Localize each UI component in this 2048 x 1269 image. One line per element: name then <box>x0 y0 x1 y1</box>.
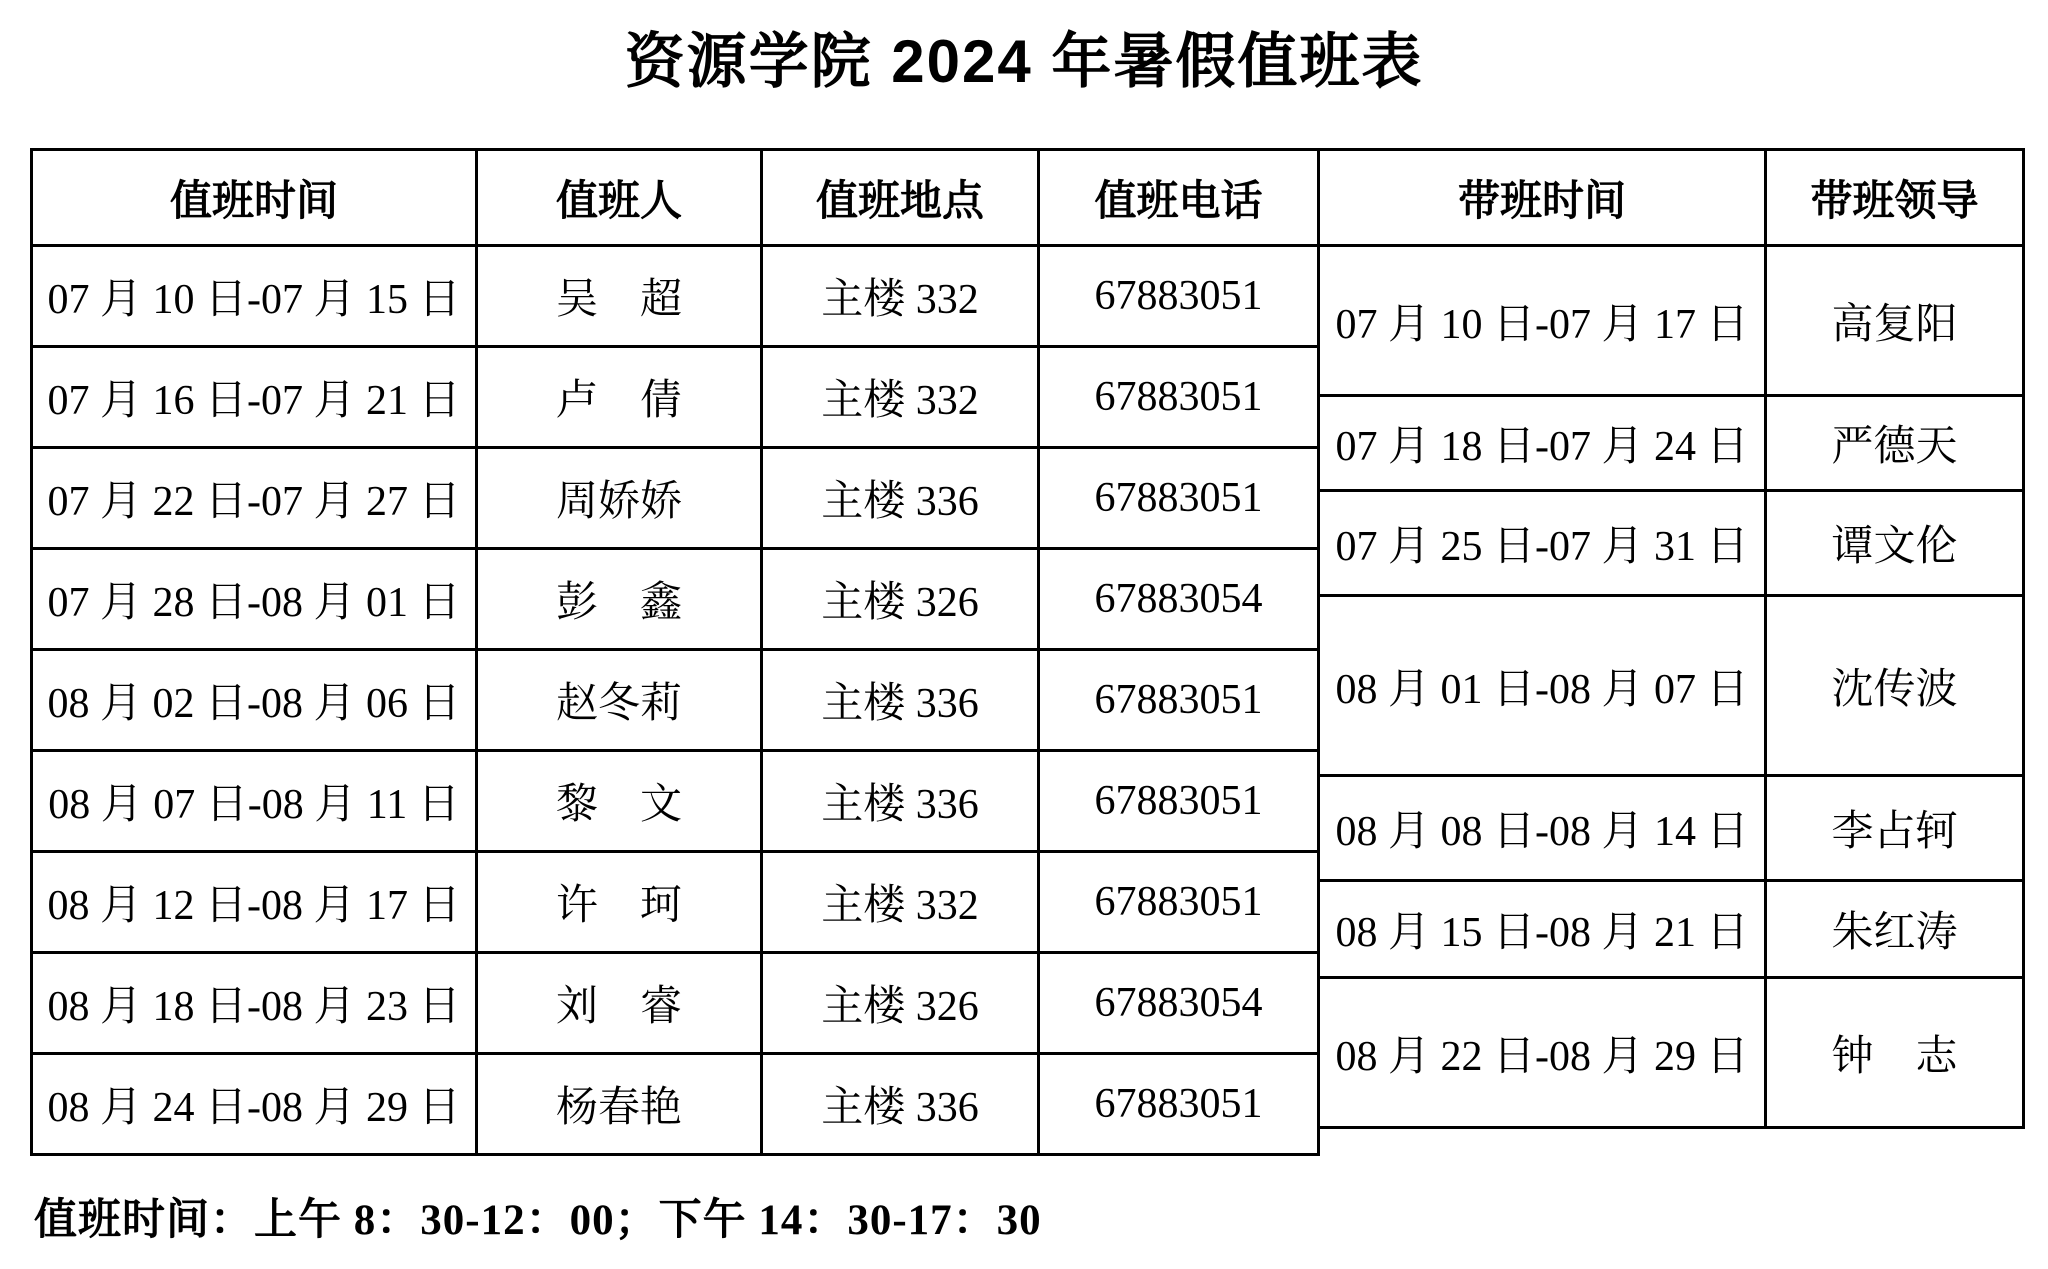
duty-time-cell: 08 月 24 日-08 月 29 日 <box>32 1054 477 1155</box>
lead-row <box>1319 776 2024 881</box>
lead-time-cell: 08 月 01 日-08 月 07 日 <box>1319 596 1766 776</box>
duty-person-cell: 黎 文 <box>477 751 762 852</box>
header-duty-location: 值班地点 <box>762 150 1039 246</box>
duty-phone-cell: 67883051 <box>1039 347 1319 448</box>
duty-time-cell: 07 月 22 日-07 月 27 日 <box>32 448 477 549</box>
lead-header-row <box>1319 150 2024 246</box>
duty-phone-cell: 67883051 <box>1039 650 1319 751</box>
duty-location-cell: 主楼 336 <box>762 650 1039 751</box>
duty-person-cell: 卢 倩 <box>477 347 762 448</box>
duty-phone-cell: 67883054 <box>1039 549 1319 650</box>
lead-leader-cell: 钟 志 <box>1766 978 2024 1128</box>
duty-time-cell: 07 月 10 日-07 月 15 日 <box>32 246 477 347</box>
duty-time-cell: 08 月 18 日-08 月 23 日 <box>32 953 477 1054</box>
duty-hours-note: 值班时间：上午 8：30-12：00；下午 14：30-17：30 <box>34 1197 1042 1244</box>
duty-schedule-tables <box>30 148 2025 1156</box>
lead-time-cell: 08 月 22 日-08 月 29 日 <box>1319 978 1766 1128</box>
duty-row <box>32 347 1319 448</box>
page-title: 资源学院 2024 年暑假值班表 <box>624 28 1424 95</box>
duty-person-cell: 赵冬莉 <box>477 650 762 751</box>
duty-table <box>30 148 1320 1156</box>
lead-table <box>1317 148 2025 1129</box>
duty-row <box>32 751 1319 852</box>
duty-person-cell: 许 珂 <box>477 852 762 953</box>
header-duty-time: 值班时间 <box>32 150 477 246</box>
duty-row <box>32 852 1319 953</box>
header-lead-time: 带班时间 <box>1319 150 1766 246</box>
duty-location-cell: 主楼 336 <box>762 751 1039 852</box>
lead-leader-cell: 沈传波 <box>1766 596 2024 776</box>
lead-row <box>1319 396 2024 491</box>
duty-location-cell: 主楼 332 <box>762 347 1039 448</box>
duty-header-row <box>32 150 1319 246</box>
duty-location-cell: 主楼 336 <box>762 1054 1039 1155</box>
duty-person-cell: 刘 睿 <box>477 953 762 1054</box>
duty-row <box>32 246 1319 347</box>
lead-row <box>1319 246 2024 396</box>
header-lead-leader: 带班领导 <box>1766 150 2024 246</box>
duty-location-cell: 主楼 332 <box>762 852 1039 953</box>
lead-time-cell: 07 月 18 日-07 月 24 日 <box>1319 396 1766 491</box>
lead-leader-cell: 严德天 <box>1766 396 2024 491</box>
duty-time-cell: 08 月 07 日-08 月 11 日 <box>32 751 477 852</box>
lead-row <box>1319 491 2024 596</box>
lead-leader-cell: 高复阳 <box>1766 246 2024 396</box>
duty-time-cell: 07 月 16 日-07 月 21 日 <box>32 347 477 448</box>
duty-person-cell: 周娇娇 <box>477 448 762 549</box>
duty-phone-cell: 67883051 <box>1039 751 1319 852</box>
duty-person-cell: 杨春艳 <box>477 1054 762 1155</box>
duty-phone-cell: 67883051 <box>1039 246 1319 347</box>
duty-person-cell: 吴 超 <box>477 246 762 347</box>
lead-row <box>1319 596 2024 776</box>
duty-time-cell: 07 月 28 日-08 月 01 日 <box>32 549 477 650</box>
lead-time-cell: 08 月 08 日-08 月 14 日 <box>1319 776 1766 881</box>
header-duty-phone: 值班电话 <box>1039 150 1319 246</box>
duty-row <box>32 953 1319 1054</box>
duty-phone-cell: 67883051 <box>1039 448 1319 549</box>
lead-leader-cell: 谭文伦 <box>1766 491 2024 596</box>
lead-time-cell: 07 月 25 日-07 月 31 日 <box>1319 491 1766 596</box>
lead-leader-cell: 朱红涛 <box>1766 881 2024 978</box>
duty-row <box>32 448 1319 549</box>
duty-row <box>32 650 1319 751</box>
lead-row <box>1319 881 2024 978</box>
duty-location-cell: 主楼 326 <box>762 953 1039 1054</box>
lead-leader-cell: 李占轲 <box>1766 776 2024 881</box>
duty-row <box>32 549 1319 650</box>
duty-time-cell: 08 月 12 日-08 月 17 日 <box>32 852 477 953</box>
lead-time-cell: 08 月 15 日-08 月 21 日 <box>1319 881 1766 978</box>
duty-location-cell: 主楼 326 <box>762 549 1039 650</box>
duty-phone-cell: 67883054 <box>1039 953 1319 1054</box>
duty-phone-cell: 67883051 <box>1039 1054 1319 1155</box>
lead-row <box>1319 978 2024 1128</box>
duty-person-cell: 彭 鑫 <box>477 549 762 650</box>
duty-time-cell: 08 月 02 日-08 月 06 日 <box>32 650 477 751</box>
header-duty-person: 值班人 <box>477 150 762 246</box>
duty-location-cell: 主楼 332 <box>762 246 1039 347</box>
duty-phone-cell: 67883051 <box>1039 852 1319 953</box>
lead-time-cell: 07 月 10 日-07 月 17 日 <box>1319 246 1766 396</box>
duty-row <box>32 1054 1319 1155</box>
duty-location-cell: 主楼 336 <box>762 448 1039 549</box>
